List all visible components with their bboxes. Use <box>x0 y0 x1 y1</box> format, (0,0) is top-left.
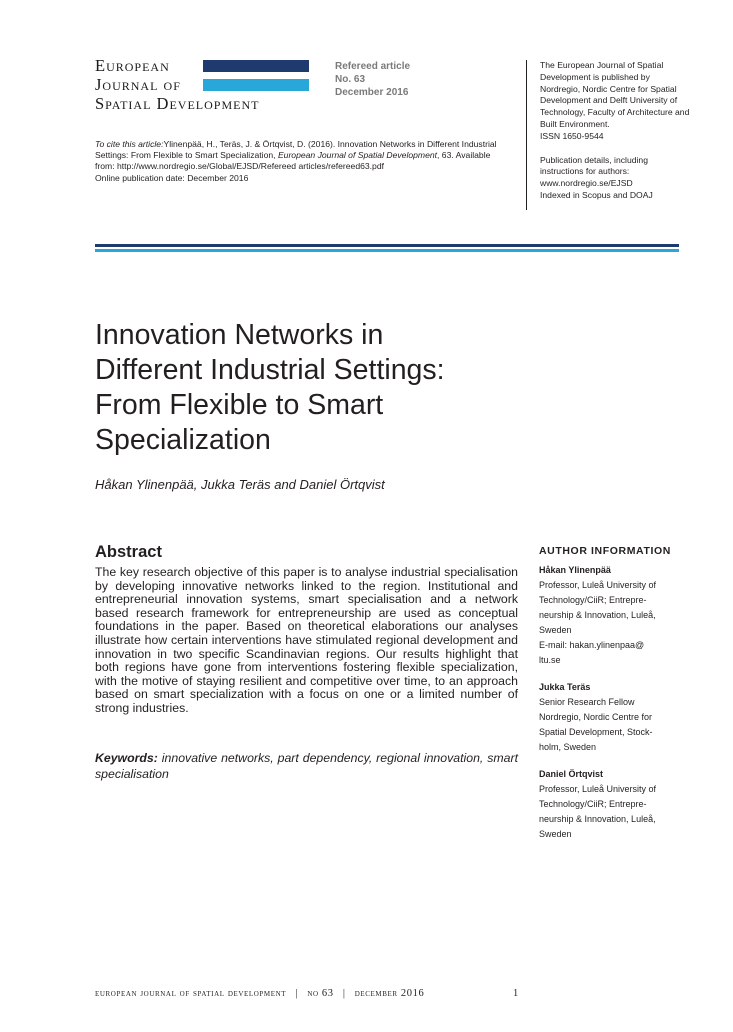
author-name-3: Daniel Örtqvist <box>539 769 604 779</box>
footer-date: december 2016 <box>354 988 425 999</box>
author-information <box>539 545 689 842</box>
article-number: No. 63 <box>335 74 366 85</box>
publisher-para2: Publication details, including instructions for authors: <box>540 154 648 177</box>
author-affil-1-line-2: Technology/CiiR; Entrepre- <box>539 595 647 605</box>
journal-name-line1: European <box>95 56 170 75</box>
citation-after: , 63. Available from: http://www.nordregio.se/Global/EJSD/Refereed articles/refereed63.pdf <box>95 150 491 172</box>
author-affil-2-line-4: holm, Sweden <box>539 742 597 752</box>
author-affil-2-line-2: Nordregio, Nordic Centre for <box>539 712 653 722</box>
author-affil-3-line-2: Technology/CiiR; Entrepre- <box>539 799 647 809</box>
footer-page-number: 1 <box>513 988 519 999</box>
article-meta <box>335 60 455 99</box>
abstract-body: The key research objective of this paper is to analyse industrial specialisation by developing innovative networks linked to the region. Institutional and entrepreneurial innovation systems, smart specialisation and a network based research framework for entrepreneurship are used as conceptual foundations in the paper. Based on theoretical elaborations our analyses illustrate how certain interventions have stimulated regional development and innovation in two specific Scandinavian regions. Our results highlight that both regions have gone from interventions fostering flexible specialization, with the motive of staying resilient and competitive over time, to an approach based on smart specialization with a focus on one or a limited number of strong industries. <box>95 565 518 715</box>
footer-journal: european journal of spatial development <box>95 988 287 999</box>
citation-block <box>95 139 505 184</box>
publisher-website: www.nordregio.se/EJSD <box>540 178 633 189</box>
author-information-heading: AUTHOR INFORMATION <box>539 545 671 557</box>
header-rule-dark <box>95 244 679 247</box>
author-affil-3-line-1: Professor, Luleå University of <box>539 784 657 794</box>
logo-bar-light <box>203 79 309 91</box>
title-line-1: Innovation Networks in <box>95 319 384 351</box>
publisher-indexed: Indexed in Scopus and DOAJ <box>540 189 653 200</box>
footer-separator-2: | <box>342 988 346 999</box>
author-affil-2-line-1: Senior Research Fellow <box>539 697 635 707</box>
journal-name-line3: Spatial Development <box>95 94 260 113</box>
article-authors: Håkan Ylinenpää, Jukka Teräs and Daniel Örtqvist <box>95 477 385 492</box>
logo-bar-dark <box>203 60 309 72</box>
author-affil-1-line-4: Sweden <box>539 625 572 635</box>
publisher-divider <box>526 60 527 210</box>
author-affil-3-line-4: Sweden <box>539 829 572 839</box>
author-affil-1-line-1: Professor, Luleå University of <box>539 580 657 590</box>
header-rule-light <box>95 249 679 252</box>
citation-text <box>95 139 497 171</box>
title-line-3: From Flexible to Smart <box>95 389 384 421</box>
author-name-2: Jukka Teräs <box>539 682 591 692</box>
article-title <box>95 318 535 458</box>
abstract-heading: Abstract <box>95 543 162 561</box>
keywords <box>95 750 518 782</box>
keywords-label: Keywords: <box>95 751 158 765</box>
journal-name-line2: Journal of <box>95 75 181 94</box>
author-affil-2-line-3: Spatial Development, Stock- <box>539 727 653 737</box>
article-date: December 2016 <box>335 87 409 98</box>
publisher-issn: ISSN 1650-9544 <box>540 130 604 141</box>
author-affil-1-line-6: ltu.se <box>539 655 561 665</box>
title-line-2: Different Industrial Settings: <box>95 354 445 386</box>
footer-separator-1: | <box>295 988 299 999</box>
citation-journal: European Journal of Spatial Development <box>277 150 438 161</box>
author-affil-3-line-3: neurship & Innovation, Luleå, <box>539 814 656 824</box>
publisher-para1: The European Journal of Spatial Development is published by Nordregio, Nordic Centre for Spatial Development and Delft University of Technology, Faculty of Architecture and Built Environment. <box>540 60 690 129</box>
author-entry-2 <box>539 680 689 755</box>
title-line-4: Specialization <box>95 424 271 456</box>
footer-number: no 63 <box>307 988 334 999</box>
author-affil-1-line-3: neurship & Innovation, Luleå, <box>539 610 656 620</box>
author-entry-3 <box>539 767 689 842</box>
online-publication-date: Online publication date: December 2016 <box>95 172 249 183</box>
page-footer <box>95 988 525 999</box>
citation-label: To cite this article: <box>95 139 164 149</box>
keywords-text: innovative networks, part dependency, regional innovation, smart specialisation <box>95 751 518 781</box>
author-affil-1-line-5: E-mail: hakan.ylinenpaa@ <box>539 640 645 650</box>
article-type: Refereed article <box>335 61 411 72</box>
publisher-info <box>540 60 690 202</box>
author-name-1: Håkan Ylinenpää <box>539 565 611 575</box>
author-entry-1 <box>539 563 689 668</box>
citation-before: Ylinenpää, H., Teräs, J. & Örtqvist, D. (2016). Innovation Networks in Different Industrial Settings: From Flexible to Smart Specialization, <box>95 139 497 161</box>
journal-logo <box>95 58 320 118</box>
